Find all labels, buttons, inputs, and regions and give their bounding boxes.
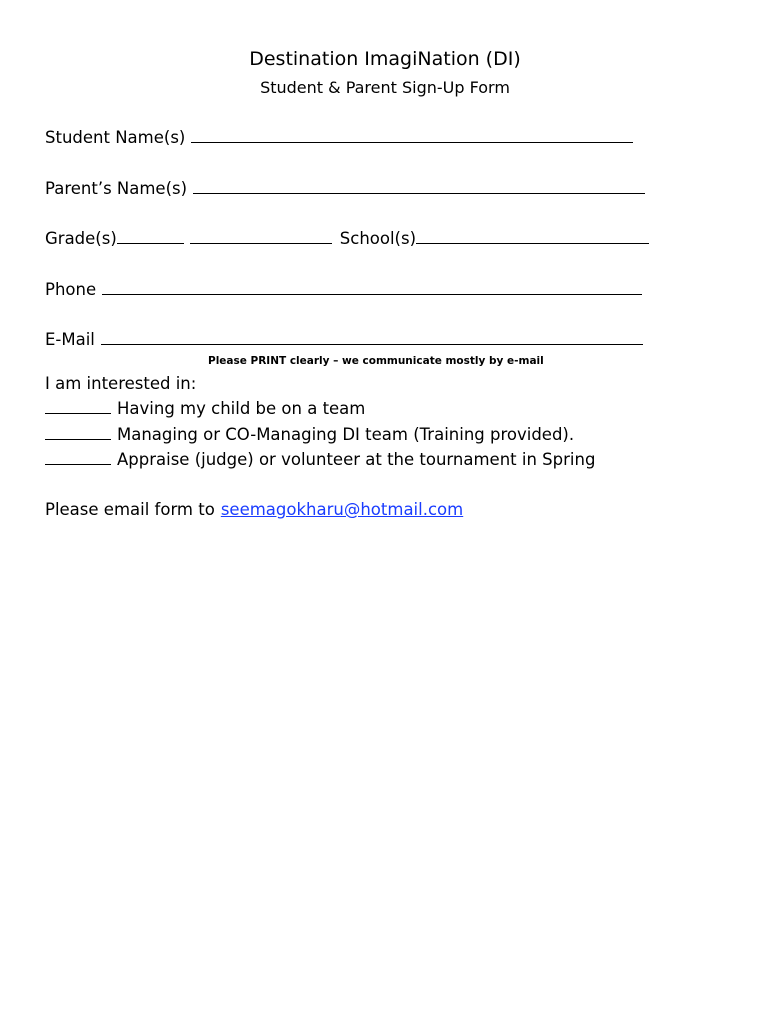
interest-option-team [45, 399, 365, 418]
email-field[interactable] [101, 332, 643, 345]
interest-checkbox-volunteer[interactable] [45, 452, 111, 465]
email-instruction [45, 500, 463, 519]
interest-option-label: Appraise (judge) or volunteer at the tournament in Spring [117, 450, 596, 469]
form-title: Destination ImagiNation (DI) [249, 48, 521, 70]
interest-option-label: Managing or CO-Managing DI team (Training provided). [117, 425, 575, 444]
email-row [45, 330, 643, 349]
form-subtitle: Student & Parent Sign-Up Form [260, 78, 510, 97]
student-names-label: Student Name(s) [45, 128, 186, 147]
grades-field-2[interactable] [190, 231, 332, 244]
contact-email-link[interactable]: seemagokharu@hotmail.com [220, 500, 464, 519]
grades-label: Grade(s) [45, 229, 117, 248]
print-clearly-note: Please PRINT clearly – we communicate mostly by e-mail [208, 355, 544, 367]
interest-checkbox-team[interactable] [45, 401, 111, 414]
phone-label: Phone [45, 280, 97, 299]
parent-names-label: Parent’s Name(s) [45, 179, 188, 198]
interest-checkbox-managing[interactable] [45, 427, 111, 440]
schools-label: School(s) [339, 229, 417, 248]
grade-school-row [45, 229, 649, 248]
email-instruction-text: Please email form to [45, 500, 215, 519]
interest-option-label: Having my child be on a team [117, 399, 366, 418]
phone-field[interactable] [102, 282, 642, 295]
interest-option-volunteer [45, 450, 595, 469]
student-names-row [45, 128, 633, 147]
parent-names-field[interactable] [193, 181, 645, 194]
email-label: E-Mail [45, 330, 95, 349]
student-names-field[interactable] [191, 130, 633, 143]
schools-field[interactable] [416, 231, 649, 244]
phone-row [45, 280, 642, 299]
interests-heading: I am interested in: [45, 374, 197, 393]
grades-field-1[interactable] [117, 231, 184, 244]
parent-names-row [45, 179, 645, 198]
interest-option-managing [45, 425, 574, 444]
